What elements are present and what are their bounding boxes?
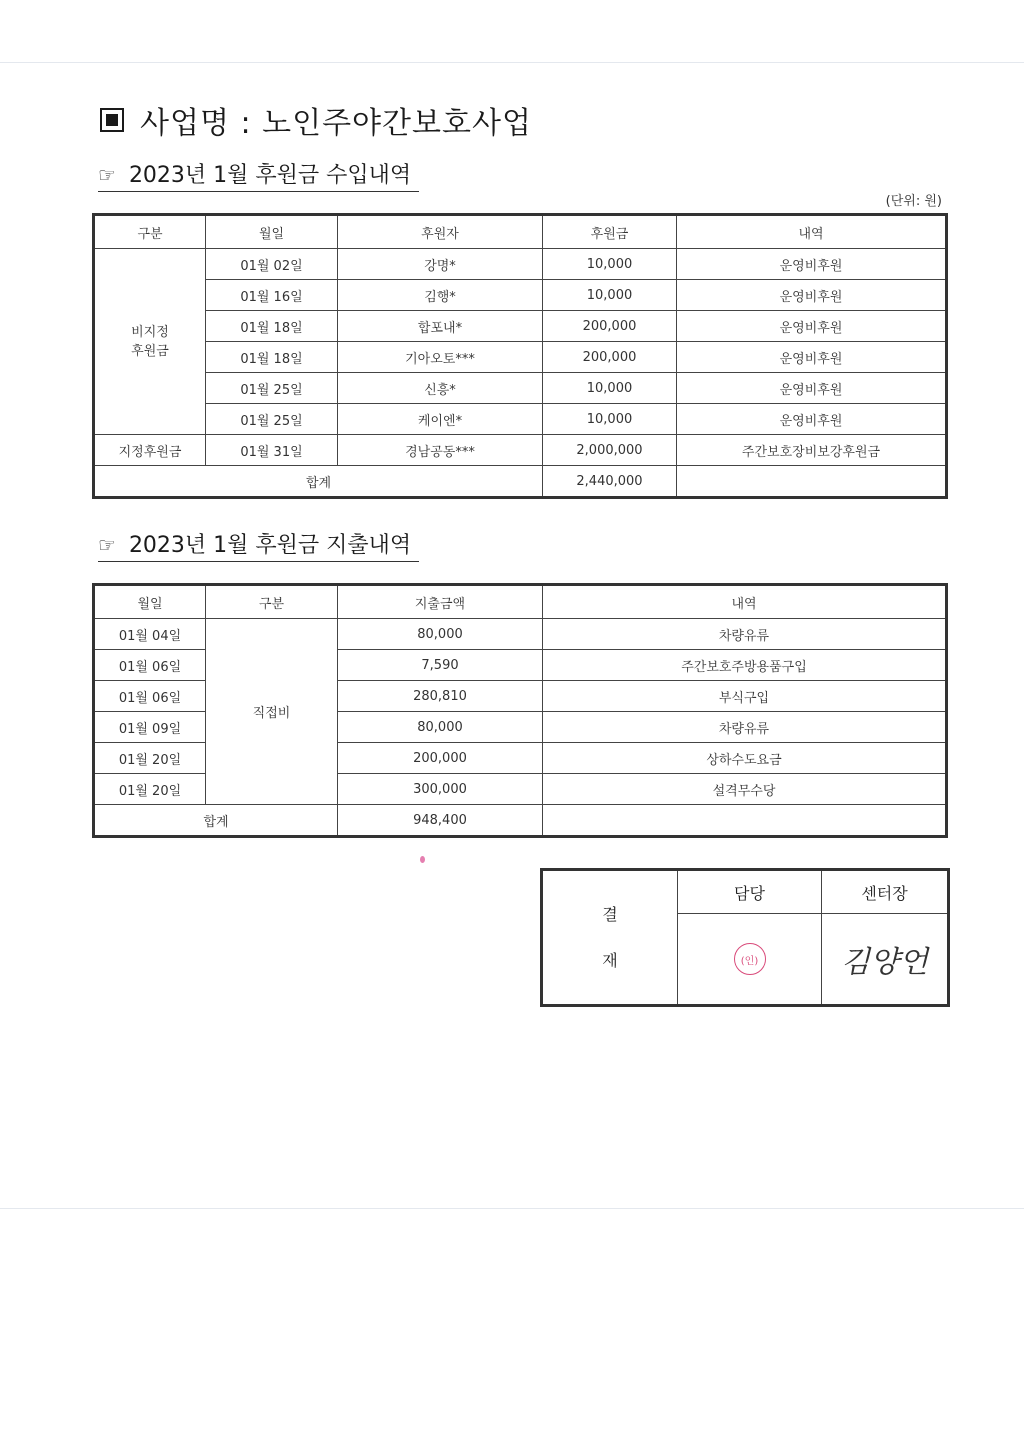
approval-label-top: 결: [602, 904, 618, 924]
amount-cell: 10,000: [543, 280, 677, 311]
column-header: 지출금액: [338, 585, 543, 619]
amount-cell: 300,000: [338, 774, 543, 805]
income-heading: [98, 158, 419, 192]
scan-artifact-line: [0, 1208, 1024, 1209]
detail-cell: 상하수도요금: [543, 743, 947, 774]
detail-cell: 운영비후원: [677, 404, 947, 435]
approval-header-row: [542, 870, 949, 914]
detail-cell: 부식구입: [543, 681, 947, 712]
date-cell: 01월 31일: [206, 435, 338, 466]
manager-seal-cell: [678, 914, 822, 1006]
total-label: 합계: [94, 466, 543, 498]
table-row: [94, 249, 947, 280]
column-header: 후원금: [543, 215, 677, 249]
page-title: [100, 98, 532, 142]
approval-label-cell: [542, 870, 678, 1006]
column-header: 월일: [206, 215, 338, 249]
date-cell: 01월 06일: [94, 650, 206, 681]
table-row: [94, 619, 947, 650]
total-detail-empty: [543, 805, 947, 837]
amount-cell: 7,590: [338, 650, 543, 681]
amount-cell: 280,810: [338, 681, 543, 712]
total-amount: 948,400: [338, 805, 543, 837]
table-header-row: [94, 585, 947, 619]
detail-cell: 주간보호장비보강후원금: [677, 435, 947, 466]
square-box-icon: [100, 108, 124, 132]
role-director: 센터장: [822, 870, 949, 914]
detail-cell: 차량유류: [543, 712, 947, 743]
amount-cell: 80,000: [338, 712, 543, 743]
table-row: [94, 435, 947, 466]
amount-cell: 200,000: [338, 743, 543, 774]
approval-label-bottom: 재: [602, 950, 618, 970]
amount-cell: 10,000: [543, 249, 677, 280]
column-header: 구분: [94, 215, 206, 249]
table-row: [94, 342, 947, 373]
pointing-hand-icon: ☞: [98, 163, 116, 187]
date-cell: 01월 16일: [206, 280, 338, 311]
ink-mark: [420, 856, 425, 863]
income-heading-text: 2023년 1월 후원금 수입내역: [128, 163, 412, 188]
column-header: 후원자: [338, 215, 543, 249]
donor-cell: 강명*: [338, 249, 543, 280]
total-amount: 2,440,000: [543, 466, 677, 498]
amount-cell: 200,000: [543, 342, 677, 373]
column-header: 내역: [543, 585, 947, 619]
table-row: [94, 373, 947, 404]
category-cell: 지정후원금: [94, 435, 206, 466]
column-header: 구분: [206, 585, 338, 619]
handwritten-signature: 김양언: [841, 945, 928, 980]
total-detail-empty: [677, 466, 947, 498]
date-cell: 01월 06일: [94, 681, 206, 712]
donor-cell: 기아오토***: [338, 342, 543, 373]
detail-cell: 운영비후원: [677, 249, 947, 280]
amount-cell: 10,000: [543, 373, 677, 404]
detail-cell: 설격무수당: [543, 774, 947, 805]
director-signature-cell: [822, 914, 949, 1006]
date-cell: 01월 25일: [206, 404, 338, 435]
detail-cell: 운영비후원: [677, 373, 947, 404]
total-row: [94, 805, 947, 837]
detail-cell: 차량유류: [543, 619, 947, 650]
expense-table: [92, 583, 948, 838]
detail-cell: 운영비후원: [677, 311, 947, 342]
date-cell: 01월 25일: [206, 373, 338, 404]
date-cell: 01월 02일: [206, 249, 338, 280]
donor-cell: 케이엔*: [338, 404, 543, 435]
expense-heading: [98, 528, 419, 562]
amount-cell: 200,000: [543, 311, 677, 342]
date-cell: 01월 04일: [94, 619, 206, 650]
table-row: [94, 280, 947, 311]
category-cell: 비지정 후원금: [94, 249, 206, 435]
date-cell: 01월 18일: [206, 342, 338, 373]
role-manager: 담당: [678, 870, 822, 914]
expense-heading-text: 2023년 1월 후원금 지출내역: [128, 533, 412, 558]
amount-cell: 80,000: [338, 619, 543, 650]
seal-stamp: (인): [734, 943, 766, 975]
detail-cell: 운영비후원: [677, 280, 947, 311]
unit-note: (단위: 원): [885, 194, 942, 209]
donor-cell: 경남공동***: [338, 435, 543, 466]
total-label: 합계: [94, 805, 338, 837]
amount-cell: 10,000: [543, 404, 677, 435]
pointing-hand-icon: ☞: [98, 533, 116, 557]
total-row: [94, 466, 947, 498]
date-cell: 01월 18일: [206, 311, 338, 342]
date-cell: 01월 20일: [94, 774, 206, 805]
amount-cell: 2,000,000: [543, 435, 677, 466]
approval-table: [540, 868, 950, 1007]
income-table: [92, 213, 948, 499]
donor-cell: 신흥*: [338, 373, 543, 404]
donor-cell: 합포내*: [338, 311, 543, 342]
column-header: 내역: [677, 215, 947, 249]
scan-artifact-line: [0, 62, 1024, 63]
table-row: [94, 311, 947, 342]
table-header-row: [94, 215, 947, 249]
detail-cell: 주간보호주방용품구입: [543, 650, 947, 681]
donor-cell: 김행*: [338, 280, 543, 311]
date-cell: 01월 09일: [94, 712, 206, 743]
column-header: 월일: [94, 585, 206, 619]
detail-cell: 운영비후원: [677, 342, 947, 373]
category-cell: 직접비: [206, 619, 338, 805]
page-title-text: 사업명 : 노인주야간보호사업: [140, 106, 532, 141]
table-row: [94, 404, 947, 435]
date-cell: 01월 20일: [94, 743, 206, 774]
